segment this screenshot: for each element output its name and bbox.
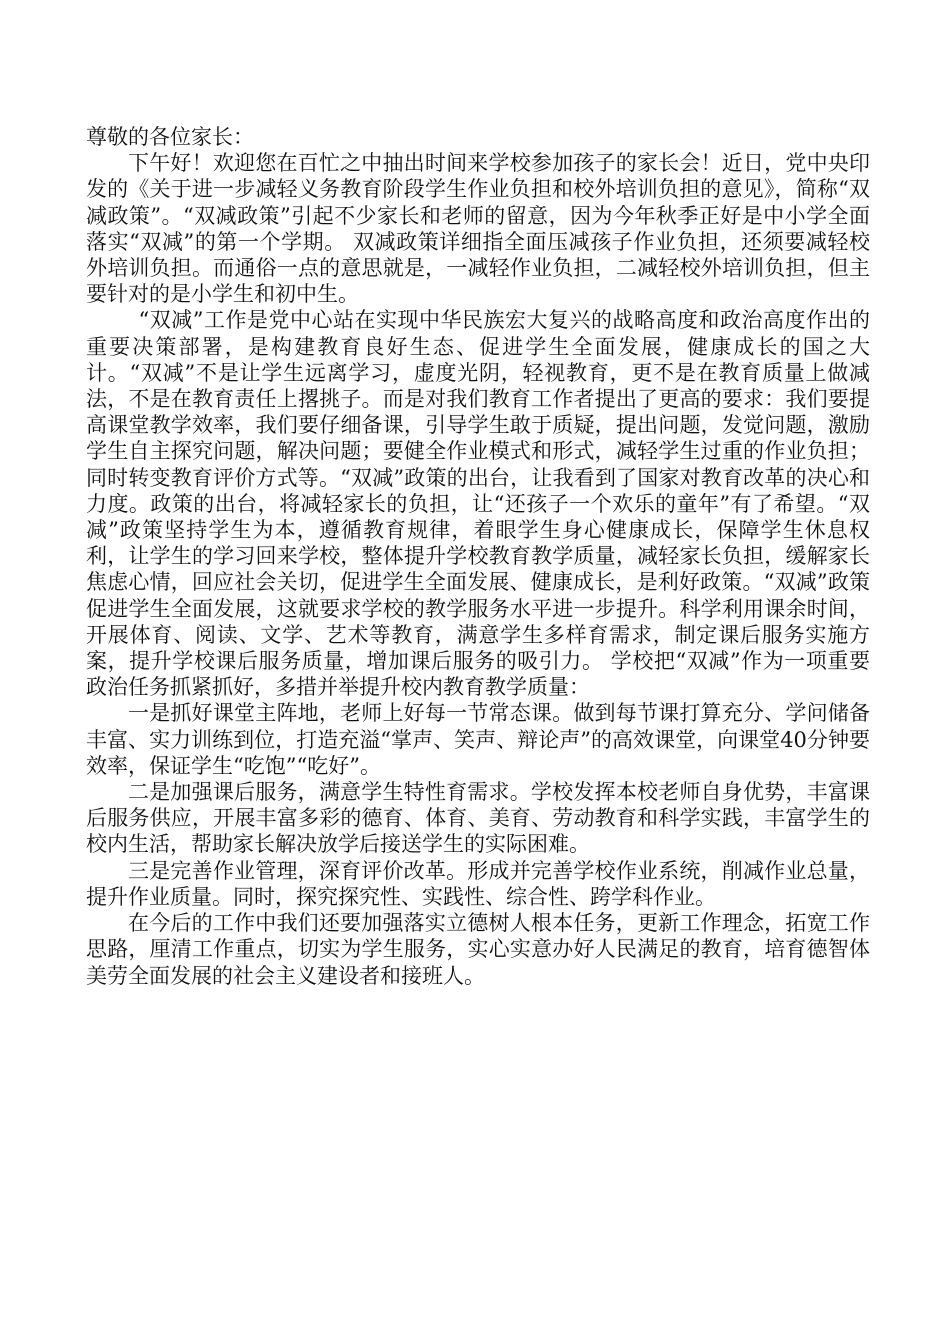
paragraph-measure-homework: 三是完善作业管理，深育评价改革。形成并完善学校作业系统，削减作业总量，提升作业质量。同时，探究探究性、实践性、综合性、跨学科作业。: [86, 858, 870, 909]
paragraph-double-reduction-policy: “双减”工作是党中心站在实现中华民族宏大复兴的战略高度和政治高度作出的重要决策部署，是构建教育良好生态、促进学生全面发展，健康成长的国之大计。“双减”不是让学生远离学习，虚度光阴，轻视教育，更不是在教育质量上做减法，不是在教育责任上撂挑子。而是对我们教育工作者提出了更高的要求：我们要提高课堂教学效率，我们要仔细备课，引导学生敢于质疑，提出问题，发觉问题，激励学生自主探究问题，解决问题；要健全作业模式和形式，减轻学生过重的作业负担；同时转变教育评价方式等。“双减”政策的出台，让我看到了国家对教育改革的决心和力度。政策的出台，将减轻家长的负担，让“还孩子一个欢乐的童年”有了希望。“双减”政策坚持学生为本，遵循教育规律，着眼学生身心健康成长，保障学生休息权利，让学生的学习回来学校，整体提升学校教育教学质量，减轻家长负担，缓解家长焦虑心情，回应社会关切，促进学生全面发展、健康成长，是利好政策。“双减”政策促进学生全面发展，这就要求学校的教学服务水平进一步提升。科学利用课余时间，开展体育、阅读、文学、艺术等教育，满意学生多样育需求，制定课后服务实施方案，提升学校课后服务质量，增加课后服务的吸引力。 学校把“双减”作为一项重要政治任务抓紧抓好，多措并举提升校内教育教学质量：: [86, 308, 870, 700]
paragraph-measure-classroom: 一是抓好课堂主阵地，老师上好每一节常态课。做到每节课打算充分、学问储备丰富、实力训练到位，打造充溢“掌声、笑声、辩论声”的高效课堂，向课堂40分钟要效率，保证学生“吃饱”“吃好”。: [86, 701, 870, 778]
paragraph-measure-after-school: 二是加强课后服务，满意学生特性育需求。学校发挥本校老师自身优势，丰富课后服务供应，开展丰富多彩的德育、体育、美育、劳动教育和科学实践，丰富学生的校内生活，帮助家长解决放学后接送学生的实际困难。: [86, 780, 870, 857]
paragraph-welcome: 下午好！欢迎您在百忙之中抽出时间来学校参加孩子的家长会！近日，党中央印发的《关于进一步减轻义务教育阶段学生作业负担和校外培训负担的意见》，简称“双减政策”。“双减政策”引起不少家长和老师的留意，因为今年秋季正好是中小学全面落实“双减”的第一个学期。 双减政策详细指全面压减孩子作业负担，还须要减轻校外培训负担。而通俗一点的意思就是，一减轻作业负担，二减轻校外培训负担，但主要针对的是小学生和初中生。: [86, 151, 870, 307]
letter-greeting: 尊敬的各位家长：: [86, 125, 254, 149]
letter-body: [86, 124, 870, 989]
paragraph-closing: 在今后的工作中我们还要加强落实立德树人根本任务，更新工作理念，拓宽工作思路，厘清工作重点，切实为学生服务，实心实意办好人民满足的教育，培育德智体美劳全面发展的社会主义建设者和接班人。: [86, 911, 870, 988]
